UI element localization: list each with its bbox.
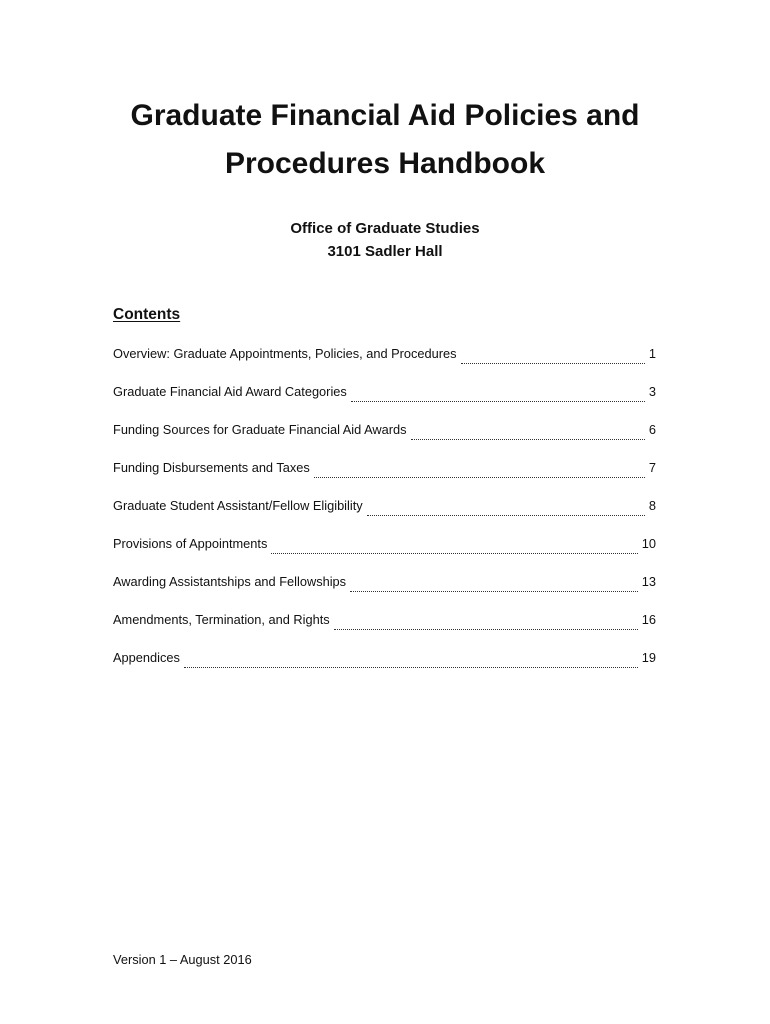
toc-entry-label: Graduate Financial Aid Award Categories bbox=[113, 384, 347, 399]
office-name: Office of Graduate Studies bbox=[290, 220, 480, 237]
toc-dot-leader bbox=[351, 400, 645, 402]
toc-entry[interactable] bbox=[113, 382, 656, 420]
toc-dot-leader bbox=[461, 362, 645, 364]
toc-entry-page: 13 bbox=[641, 574, 656, 589]
toc-entry-page: 10 bbox=[641, 536, 656, 551]
toc-entry[interactable] bbox=[113, 458, 656, 496]
toc-entry-label: Provisions of Appointments bbox=[113, 536, 268, 551]
toc-entry-label: Funding Disbursements and Taxes bbox=[113, 460, 310, 475]
toc-entry-page: 8 bbox=[648, 498, 656, 513]
toc-entry-label: Awarding Assistantships and Fellowships bbox=[113, 574, 347, 589]
toc-entry-label: Graduate Student Assistant/Fellow Eligibility bbox=[113, 498, 363, 513]
toc-entry[interactable] bbox=[113, 648, 656, 686]
toc-dot-leader bbox=[350, 590, 638, 592]
toc-dot-leader bbox=[184, 666, 638, 668]
toc-entry-page: 6 bbox=[648, 422, 656, 437]
toc-dot-leader bbox=[334, 628, 638, 630]
toc-entry[interactable] bbox=[113, 534, 656, 572]
office-block bbox=[0, 217, 770, 263]
toc-entry[interactable] bbox=[113, 572, 656, 610]
toc-dot-leader bbox=[411, 438, 645, 440]
toc-entry-page: 3 bbox=[648, 384, 656, 399]
table-of-contents bbox=[113, 344, 656, 686]
toc-entry[interactable] bbox=[113, 344, 656, 382]
toc-entry-label: Appendices bbox=[113, 650, 180, 665]
toc-entry[interactable] bbox=[113, 496, 656, 534]
toc-dot-leader bbox=[367, 514, 645, 516]
toc-entry[interactable] bbox=[113, 610, 656, 648]
toc-entry-page: 7 bbox=[648, 460, 656, 475]
contents-heading: Contents bbox=[113, 306, 181, 323]
document-title bbox=[0, 92, 770, 188]
toc-entry-label: Funding Sources for Graduate Financial Aid Awards bbox=[113, 422, 407, 437]
toc-dot-leader bbox=[314, 476, 645, 478]
footer-version: Version 1 – August 2016 bbox=[113, 952, 252, 967]
toc-entry-page: 16 bbox=[641, 612, 656, 627]
toc-entry[interactable] bbox=[113, 420, 656, 458]
office-address: 3101 Sadler Hall bbox=[327, 243, 443, 260]
toc-entry-page: 19 bbox=[641, 650, 656, 665]
toc-entry-label: Amendments, Termination, and Rights bbox=[113, 612, 330, 627]
toc-dot-leader bbox=[271, 552, 637, 554]
title-line-2: Procedures Handbook bbox=[224, 147, 546, 180]
toc-entry-label: Overview: Graduate Appointments, Policies, and Procedures bbox=[113, 346, 457, 361]
title-line-1: Graduate Financial Aid Policies and bbox=[130, 99, 640, 132]
toc-entry-page: 1 bbox=[648, 346, 656, 361]
